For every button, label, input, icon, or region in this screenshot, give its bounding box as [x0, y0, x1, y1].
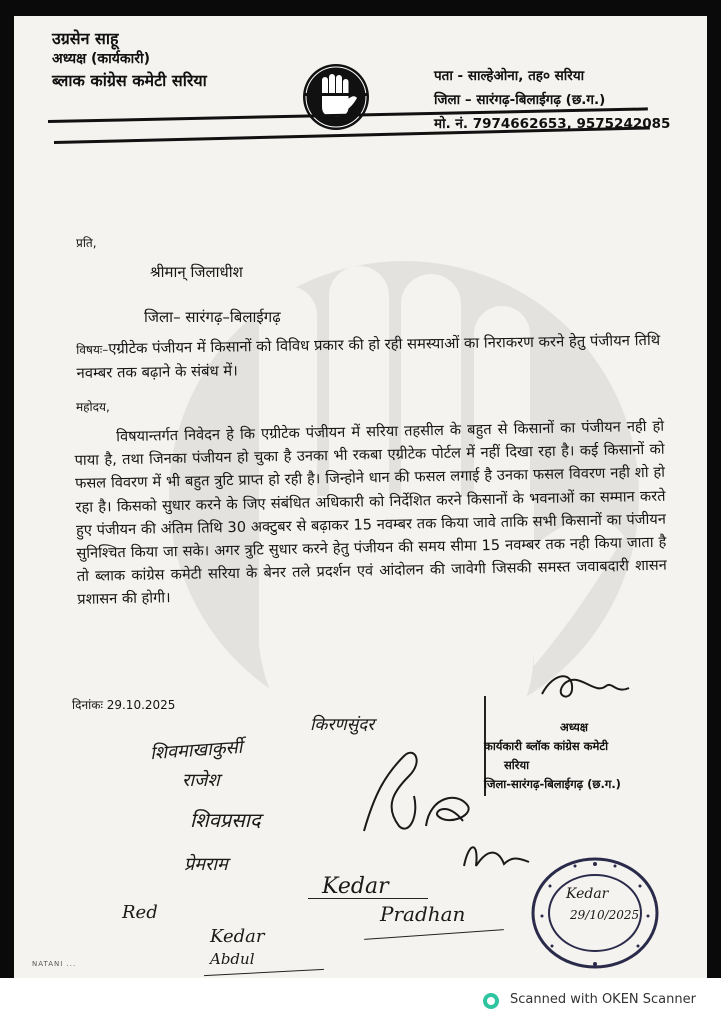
bottom-mark: NATANI ...: [32, 960, 77, 968]
subject-text: एग्रीटेक पंजीयन में किसानों को विविध प्रकार की हो रही समस्याओं का निराकरण करने हेतु पंजीयन तिथि नवम्बर तक बढ़ाने के संबंध में।: [76, 331, 661, 382]
signature-4: शिवप्रसाद: [190, 808, 261, 832]
sign-district: जिला-सारंगढ़-बिलाईगढ़ (छ.ग.): [484, 777, 621, 791]
letter-page: [14, 16, 707, 978]
sender-org: ब्लाक कांग्रेस कमेटी सरिया: [52, 71, 207, 90]
congress-hand-logo-icon: [302, 63, 370, 131]
recipient: श्रीमान् जिलाधीश: [150, 263, 243, 281]
sign-org: कार्यकारी ब्लॉक कांग्रेस कमेटी: [484, 739, 609, 753]
scanner-footer: [0, 978, 721, 1024]
scanner-label: Scanned with OKEN Scanner: [510, 992, 696, 1007]
recipient-district: जिला– सारंगढ़–बिलाईगढ़: [144, 308, 281, 326]
to-label: प्रति,: [76, 236, 97, 250]
date-line: [72, 696, 175, 713]
underline-3: [204, 969, 324, 976]
signature-2: शिवमाखाकुर्सी: [149, 736, 244, 765]
seal-signature: Kedar: [566, 886, 609, 902]
sender-district: जिला – सारंगढ़-बिलाईगढ़ (छ.ग.): [434, 92, 606, 108]
underline-2: [364, 929, 504, 940]
signature-1: किरणसुंदर: [310, 715, 375, 735]
signature-9: Kedar: [210, 926, 265, 947]
subject: [76, 329, 667, 385]
scribble-signature-2-icon: [418, 786, 478, 836]
letter-body-text: विषयान्तर्गत निवेदन हे कि एग्रीटेक पंजीयन में सरिया तहसील के बहुत से किसानों का पंजीयन नही हो पाया है, तथा जिनका पंजीयन हो चुका है उनका भी रकबा एग्रीटेक पोर्टल में नहीं दिखा रहा है। कई किसानों को फसल विवरण में भी बहुत त्रुटि प्राप्त हो रही है। जिन्होने धान की फसल लगाई है उनका फसल विवरण नही शो हो रहा है। किसको सुधार करने के जिए संबंधित अधिकारी को निर्देशित करने किसानों के भवनाओं का सम्मान करते हुए पंजीयन की अंतिम तिथि 30 अक्टुबर से बढ़ाकर 15 नवम्बर तक किया जावे ताकि सभी किसानों का पंजीयन सुनिश्चित किया जा सके। अगर त्रुटि सुधार करने हेतु पंजीयन की समय सीमा 15 नवम्बर तक नही किया जाता है तो ब्लाक कांग्रेस कमेटी सरिया के बेनर तले प्रदर्शन एवं आंदोलन की जावेगी जिसकी समस्त जवाबदारी शासन प्रशासन की होगी।: [74, 417, 667, 609]
sign-title: अध्यक्ष: [559, 720, 589, 734]
president-signature-icon: [534, 666, 634, 706]
signature-6: Kedar: [322, 874, 389, 899]
salutation: महोदय,: [76, 400, 110, 414]
sender-phone: मो. नं. 7974662653, 9575242085: [434, 116, 671, 132]
date-value: 29.10.2025: [106, 698, 176, 712]
letterhead-right: [434, 64, 670, 136]
subject-label: विषयः–: [76, 342, 109, 357]
date-label: दिनांकः: [72, 698, 103, 712]
oken-scanner-icon: [482, 992, 500, 1010]
sender-address: पता - साल्हेओना, तह० सरिया: [434, 68, 585, 84]
signature-8: Pradhan: [380, 902, 466, 926]
scribble-signature-3-icon: [454, 836, 534, 876]
signature-3: राजेश: [182, 770, 220, 791]
sign-block: [484, 706, 664, 794]
sign-place: सरिया: [504, 758, 530, 772]
sender-designation: अध्यक्ष (कार्यकारी): [52, 51, 151, 67]
signature-7: Red: [122, 902, 158, 923]
sender-name: उग्रसेन साहू: [52, 29, 119, 48]
letter-body: [74, 415, 667, 612]
signature-5: प्रेमराम: [184, 854, 228, 875]
signature-10: Abdul: [210, 950, 255, 968]
underline-1: [308, 898, 428, 899]
seal-date: 29/10/2025: [570, 908, 640, 922]
letterhead-left: [52, 28, 207, 91]
